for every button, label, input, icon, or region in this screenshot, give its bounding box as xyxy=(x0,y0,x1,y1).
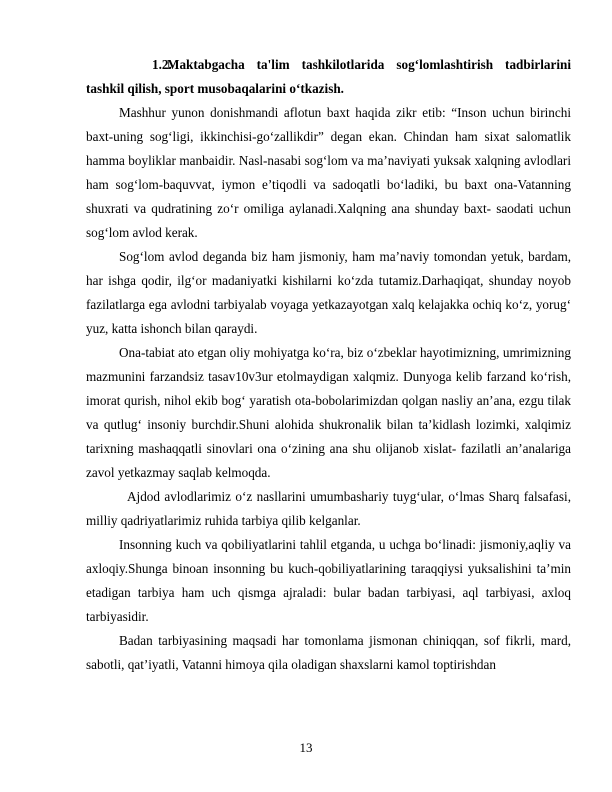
paragraph-mother-nature: Ona-tabiat ato etgan oliy mohiyatga ko‘ra, biz o‘zbeklar hayotimizning, umrimizning mazmunini farzandsiz tasav10v3ur etolmaydigan xalqmiz. Dunyoga kelib farzand ko‘rish, imorat qurish, nihol ekib bog‘ yaratish ota-bobolarimizdan qolgan nasliy an’ana, ezgu tilak va qutlug‘ insoniy burchdir.Shuni alohida shukronalik bilan ta’kidlash lozimki, xalqimiz tarixning mashaqqatli sinovlari ona o‘zining ana shu olijanob xislat- fazilatli an’analariga zavol yetkazmay saqlab kelmoqda. xyxy=(86,345,571,480)
document-page xyxy=(86,53,571,677)
section-heading xyxy=(86,53,571,101)
paragraph-healthy-generation: Sog‘lom avlod deganda biz ham jismoniy, ham ma’naviy tomondan yetuk, bardam, har ishga qodir, ilg‘or madaniyatki kishilarni ko‘zda tutamiz.Darhaqiqat, shunday noyob fazilatlarga ega avlodni tarbiyalab voyaga yetkazayotgan xalq kelajakka ochiq ko‘z, yorug‘ yuz, katta ishonch bilan qaraydi. xyxy=(86,249,571,336)
section-title: Maktabgacha ta'lim tashkilotlarida sog‘lomlashtirish tadbirlarini tashkil qilish, sport musobaqalarini o‘tkazish. xyxy=(86,57,571,96)
paragraph-ancestors: Ajdod avlodlarimiz o‘z nasllarini umumbashariy tuyg‘ular, o‘lmas Sharq falsafasi, milliy qadriyatlarimiz ruhida tarbiya qilib kelganlar. xyxy=(86,489,571,528)
paragraph-human-abilities: Insonning kuch va qobiliyatlarini tahlil etganda, u uchga bo‘linadi: jismoniy,aqliy va axloqiy.Shunga binoan insonning bu kuch-qobiliyatlarining taraqqiysi yuksalishini ta’min etadigan tarbiya ham uch qismga ajraladi: bular badan tarbiyasi, aql tarbiyasi, axloq tarbiyasidir. xyxy=(86,537,571,624)
section-number: 1.2. xyxy=(152,57,172,72)
paragraph-aflotun: Mashhur yunon donishmandi aflotun baxt haqida zikr etib: “Inson uchun birinchi baxt-uning sog‘ligi, ikkinchisi-go‘zallikdir” degan ekan. Chindan ham sixat salomatlik hamma boyliklar manbaidir. Nasl-nasabi sog‘lom va ma’naviyati yuksak xalqning avlodlari ham sog‘lom-baquvvat, iymon e’tiqodli va sadoqatli bo‘ladiki, bu baxt ona-Vatanning shuxrati va qudratining zo‘r omiliga aylanadi.Xalqning ana shunday baxt- saodati uchun sog‘lom avlod kerak. xyxy=(86,105,571,240)
paragraph-physical-education: Badan tarbiyasining maqsadi har tomonlama jismonan chiniqqan, sof fikrli, mard, sabotli, qat’iyatli, Vatanni himoya qila oladigan shaxslarni kamol toptirishdan xyxy=(86,633,571,672)
page-number: 13 xyxy=(299,740,313,755)
